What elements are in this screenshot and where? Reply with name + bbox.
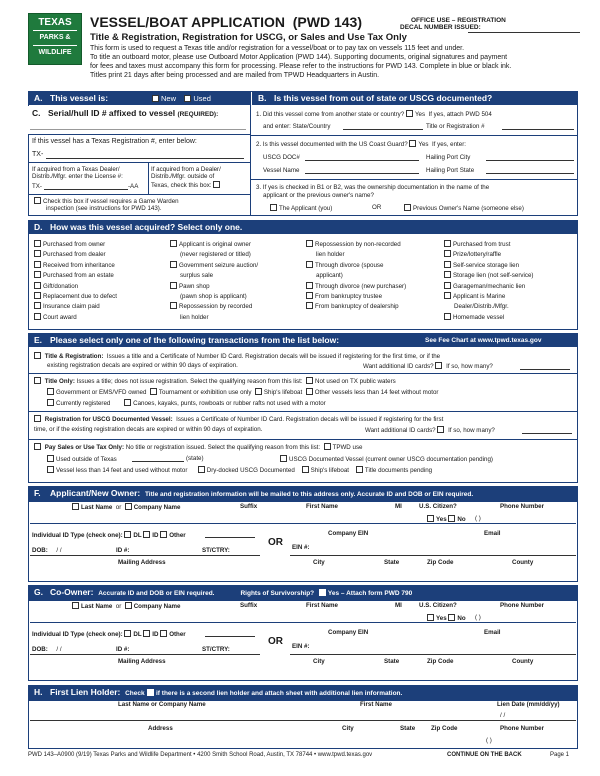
dealer-tx-prefix: TX- (32, 183, 42, 190)
port-state-label: Hailing Port State (426, 167, 475, 174)
applicant-label: The Applicant (you) (279, 205, 333, 212)
g-company-checkbox[interactable] (125, 602, 132, 609)
g-id-checkbox[interactable] (143, 630, 150, 637)
b1-title-label: Title or Registration # (426, 123, 485, 130)
applicant-checkbox[interactable] (270, 204, 277, 211)
continue-on-back: CONTINUE ON THE BACK (447, 752, 522, 758)
not-used-tx-checkbox[interactable] (306, 377, 313, 384)
vessel-14ft-checkbox[interactable] (47, 466, 54, 473)
vessel-name-field[interactable] (305, 173, 419, 174)
out-of-state-label-1: If acquired from a Dealer/ (151, 166, 221, 173)
d-checkbox[interactable] (444, 292, 451, 299)
previous-owner-checkbox[interactable] (404, 204, 411, 211)
section-e-header: E. Please select only one of the following transactions from the list below: (28, 333, 578, 347)
intro-line-3: for fees and taxes must accompany this form for processing. Please refer to the instructions for PWD 143. Complete in blue or black ink. (90, 63, 512, 70)
d-checkbox[interactable] (170, 261, 177, 268)
d-checkbox[interactable] (34, 302, 41, 309)
d-checkbox[interactable] (34, 271, 41, 278)
new-label: New (161, 94, 177, 103)
lifeboat-checkbox[interactable] (255, 388, 262, 395)
game-warden-label-2: inspection (see instructions for PWD 143). (46, 205, 162, 212)
dealer-label-1: If acquired from a Texas Dealer/ (32, 166, 120, 173)
d-checkbox[interactable] (170, 282, 177, 289)
uscg-pending-checkbox[interactable] (280, 455, 287, 462)
uscg-doc-label: USCG DOC# (263, 154, 300, 161)
section-a-header: A. This vessel is: (28, 91, 250, 105)
game-warden-label: Check this box if vessel requires a Game Warden (43, 198, 179, 205)
b2-question: 2. Is this vessel documented with the US Coast Guard? (256, 141, 408, 148)
lien-name-field[interactable] (30, 720, 576, 721)
f-dl-checkbox[interactable] (124, 531, 131, 538)
section-g-header: G. Co-Owner: Accurate ID and DOB or EIN required. Rights of Survivorship? Yes – Attach form PWD 790 (28, 585, 578, 601)
logo-line-3: WILDLIFE (38, 49, 72, 56)
d-checkbox[interactable] (170, 240, 177, 247)
section-h-header: H. First Lien Holder: Check if there is a second lien holder and attach sheet with additional lien information. (28, 685, 578, 701)
outside-state-field[interactable] (132, 461, 184, 462)
d-checkbox[interactable] (444, 261, 451, 268)
logo-line-1: TEXAS (38, 17, 72, 28)
title-only-checkbox[interactable] (34, 377, 41, 384)
uscg-registration-checkbox[interactable] (34, 415, 41, 422)
d-checkbox[interactable] (444, 250, 451, 257)
d-checkbox[interactable] (444, 313, 451, 320)
d-checkbox[interactable] (306, 302, 313, 309)
sales-tax-label: Pay Sales or Use Tax Only: (44, 444, 125, 451)
office-use-label: OFFICE USE – REGISTRATION (411, 17, 506, 24)
dry-docked-checkbox[interactable] (198, 466, 205, 473)
section-b-header: B. Is this vessel from out of state or USCG documented? (252, 91, 578, 105)
b1-yes-checkbox[interactable] (406, 110, 413, 117)
ps-lifeboat-checkbox[interactable] (302, 466, 309, 473)
d-checkbox[interactable] (444, 240, 451, 247)
d-column-1: Purchased from owner Purchased from dealer Received from inheritance Purchased from an estate Gift/donation Replacement due to defect Insurance claim paid Court award (34, 240, 170, 323)
tpwd-use-checkbox[interactable] (324, 443, 331, 450)
title-only-label: Title Only: (44, 378, 75, 385)
new-checkbox[interactable] (152, 95, 159, 102)
title-registration-checkbox[interactable] (34, 352, 41, 359)
b3-question: 3. If yes is checked in B1 or B2, was the ownership documentation in the name of the (256, 184, 490, 191)
intro-line-1: This form is used to request a Texas title and/or registration for a vessel/boat or to pay tax on vessels 115 feet and under. (90, 45, 465, 52)
d-checkbox[interactable] (34, 261, 41, 268)
form-subtitle: Title & Registration, Registration for USCG, or Sales and Use Tax Only (90, 32, 407, 43)
section-c-header: C. Serial/hull ID # affixed to vessel (REQUIRED): (32, 108, 219, 118)
footer-text: PWD 143–A0900 (9/19) Texas Parks and Wildlife Department • 4200 Smith School Road, Austin, TX 78744 • www.tpwd.texas.gov (28, 752, 373, 758)
other-14ft-checkbox[interactable] (306, 388, 313, 395)
d-checkbox[interactable] (306, 292, 313, 299)
b2-enter-label: If yes, enter: (431, 141, 466, 148)
out-of-state-checkbox[interactable] (213, 181, 220, 188)
f-citizen-yes[interactable] (427, 515, 434, 522)
d-checkbox[interactable] (306, 240, 313, 247)
b2-yes-checkbox[interactable] (409, 140, 416, 147)
port-state-field[interactable] (486, 173, 574, 174)
f-name-row-field[interactable] (30, 523, 576, 524)
d-checkbox[interactable] (170, 302, 177, 309)
tr-additional-id-checkbox[interactable] (435, 362, 442, 369)
ru-additional-id-checkbox[interactable] (437, 426, 444, 433)
g-citizen-no[interactable] (448, 614, 455, 621)
ru-how-many-field[interactable] (522, 433, 572, 434)
d-checkbox[interactable] (444, 271, 451, 278)
survivorship-checkbox[interactable] (319, 589, 326, 596)
page-number: Page 1 (550, 752, 570, 758)
d-checkbox[interactable] (306, 282, 313, 289)
uscg-registration-label: Registration for USCG Documented Vessel: (44, 416, 173, 423)
vessel-name-label: Vessel Name (263, 167, 300, 174)
b2-yes-label: Yes (418, 141, 429, 148)
d-checkbox[interactable] (34, 240, 41, 247)
dealer-aa-suffix: -AA (128, 183, 139, 190)
f-last-name-checkbox[interactable] (72, 503, 79, 510)
logo-line-2: PARKS & (39, 34, 71, 41)
dealer-label-2: Distrib./Mfgr. enter the License #: (32, 173, 123, 180)
form-code: (PWD 143) (292, 14, 362, 30)
b3-or: OR (372, 204, 382, 211)
decal-issued-label: DECAL NUMBER ISSUED: (400, 24, 481, 31)
used-checkbox[interactable] (184, 95, 191, 102)
game-warden-checkbox[interactable] (34, 197, 41, 204)
title-registration-label: Title & Registration: (44, 353, 104, 360)
fee-chart-link[interactable]: See Fee Chart at www.tpwd.texas.gov (425, 337, 542, 344)
f-id-checkbox[interactable] (143, 531, 150, 538)
g-citizen-yes[interactable] (427, 614, 434, 621)
d-checkbox[interactable] (306, 261, 313, 268)
out-of-state-label-2: Distrib./Mfgr. outside of (151, 173, 215, 180)
used-label: Used (193, 94, 211, 103)
tournament-checkbox[interactable] (150, 388, 157, 395)
tpwd-logo (28, 13, 82, 65)
section-d-header: D. How was this vessel acquired? Select only one. (28, 220, 578, 234)
d-column-3: Repossession by non-recorded lien holder Through divorce (spouse applicant) Through divorce (new purchaser) From bankruptcy trustee From bankruptcy of dealership (306, 240, 442, 313)
intro-line-4: Titles print 21 days after being processed and are mailed from TPWD Headquarters in Austin. (90, 72, 380, 79)
form-title: VESSEL/BOAT APPLICATION (PWD 143) (90, 14, 362, 30)
sales-tax-checkbox[interactable] (34, 443, 41, 450)
d-checkbox[interactable] (444, 282, 451, 289)
b1-attach-label: If yes, attach PWD 504 (428, 111, 492, 118)
d-checkbox[interactable] (34, 313, 41, 320)
f-other-checkbox[interactable] (160, 531, 167, 538)
port-city-label: Hailing Port City (426, 154, 471, 161)
b1-yes-label: Yes (414, 111, 426, 118)
currently-registered-checkbox[interactable] (47, 399, 54, 406)
b1-state-label: and enter: State/Country (263, 123, 331, 130)
f-company-checkbox[interactable] (125, 503, 132, 510)
dealer-license-field[interactable] (44, 189, 128, 190)
b1-question: 1. Did this vessel come from another state or country? (256, 111, 405, 118)
tx-reg-label: If this vessel has a Texas Registration #, enter below: (32, 138, 197, 145)
g-dl-checkbox[interactable] (124, 630, 131, 637)
g-last-name-checkbox[interactable] (72, 602, 79, 609)
canoes-checkbox[interactable] (124, 399, 131, 406)
tx-prefix: TX- (32, 151, 44, 158)
d-checkbox[interactable] (34, 292, 41, 299)
section-f-header: F. Applicant/New Owner: Title and registration information will be mailed to this address only. Accurate ID and DOB or EIN required. (28, 486, 578, 502)
used-outside-tx-checkbox[interactable] (47, 455, 54, 462)
previous-owner-label: Previous Owner's Name (someone else) (413, 205, 524, 212)
b1-title-field[interactable] (502, 129, 574, 130)
tr-how-many-field[interactable] (520, 369, 570, 370)
title-pending-checkbox[interactable] (356, 466, 363, 473)
intro-line-2: To title an outboard motor, please use Outboard Motor Application (PWD 144). Supporting documents, original signatures and payment (90, 54, 508, 61)
port-city-field[interactable] (486, 160, 574, 161)
government-checkbox[interactable] (47, 388, 54, 395)
b1-state-field[interactable] (343, 129, 423, 130)
d-column-4: Purchased from trust Prize/lottery/raffle Self-service storage lien Storage lien (not self-service) Garageman/mechanic lien Applicant is Marine Dealer/Distrib./Mfgr. Homemade vessel (444, 240, 576, 323)
d-column-2: Applicant is original owner (never registered or titled) Government seizure auction/ surplus sale Pawn shop (pawn shop is applicant) Repossession by recorded lien holder (170, 240, 306, 323)
out-of-state-label-3: Texas, check this box: (151, 182, 212, 189)
g-name-row-field[interactable] (30, 622, 576, 623)
d-checkbox[interactable] (34, 250, 41, 257)
uscg-doc-field[interactable] (305, 160, 419, 161)
second-lien-checkbox[interactable] (147, 689, 154, 696)
d-checkbox[interactable] (34, 282, 41, 289)
f-citizen-no[interactable] (448, 515, 455, 522)
g-other-checkbox[interactable] (160, 630, 167, 637)
b3-question-2: applicant or the previous owner's name? (263, 192, 374, 199)
